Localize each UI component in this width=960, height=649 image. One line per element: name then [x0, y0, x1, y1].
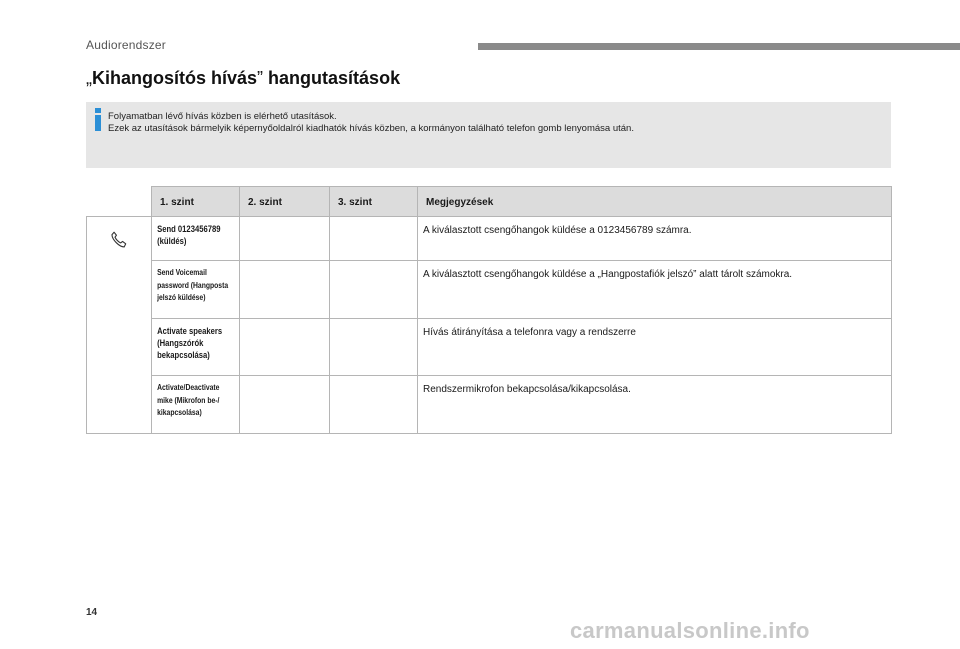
table-row	[87, 261, 892, 319]
level2-cell	[240, 261, 330, 319]
page-title	[86, 68, 400, 89]
level3-cell	[330, 319, 418, 376]
title-rest: hangutasítások	[263, 68, 401, 88]
voice-command-table	[86, 186, 892, 434]
title-open-quote: „	[86, 68, 92, 88]
phone-icon-cell	[87, 217, 152, 434]
phone-icon	[108, 229, 130, 256]
level2-cell	[240, 217, 330, 261]
level3-cell	[330, 217, 418, 261]
level1-line: Send 0123456789	[157, 224, 221, 234]
level1-line: bekapcsolása)	[157, 350, 210, 360]
note-cell	[418, 319, 892, 376]
table-header-row	[87, 187, 892, 217]
info-text	[108, 111, 634, 135]
level1-line: (küldés)	[157, 236, 187, 246]
level2-cell	[240, 319, 330, 376]
level1-line: Activate/Deactivate	[157, 383, 220, 392]
level1-cell	[152, 376, 240, 434]
level2-cell	[240, 376, 330, 434]
info-line-2: Ezek az utasítások bármelyik képernyőoldalról kiadhatók hívás közben, a kormányon található telefon gomb lenyomása után.	[108, 123, 634, 134]
level1-line: (Hangszórók	[157, 338, 204, 348]
header-level-1: 1. szint	[152, 187, 240, 217]
section-header: Audiorendszer	[86, 38, 166, 52]
level1-line: mike (Mikrofon be-/	[157, 395, 220, 405]
info-icon	[93, 108, 103, 130]
level1-line: Send Voicemail	[157, 268, 207, 277]
note-text: A kiválasztott csengőhangok küldése a „Hangpostafiók jelszó” alatt tárolt számokra.	[423, 269, 793, 280]
level3-cell	[330, 261, 418, 319]
note-text: Hívás átirányítása a telefonra vagy a rendszerre	[423, 327, 636, 338]
info-box	[86, 102, 891, 168]
watermark: carmanualsonline.info	[570, 618, 810, 643]
table-row	[87, 319, 892, 376]
level3-cell	[330, 376, 418, 434]
header-level-2: 2. szint	[240, 187, 330, 217]
table-row	[87, 217, 892, 261]
level1-line: password (Hangposta	[157, 280, 229, 290]
level1-line: jelszó küldése)	[157, 293, 206, 302]
note-cell	[418, 376, 892, 434]
header-blank	[87, 187, 152, 217]
note-cell	[418, 217, 892, 261]
level1-line: kikapcsolása)	[157, 408, 202, 417]
level1-cell	[152, 261, 240, 319]
level1-line: Activate speakers	[157, 326, 223, 336]
note-text: Rendszermikrofon bekapcsolása/kikapcsolása.	[423, 384, 631, 395]
header-notes: Megjegyzések	[418, 187, 892, 217]
table-row	[87, 376, 892, 434]
info-line-1: Folyamatban lévő hívás közben is elérhető utasítások.	[108, 111, 337, 122]
level1-cell	[152, 217, 240, 261]
level1-cell	[152, 319, 240, 376]
page-number: 14	[86, 607, 98, 618]
title-main: Kihangosítós hívás	[92, 68, 258, 88]
title-close-quote: ”	[257, 68, 264, 88]
header-level-3: 3. szint	[330, 187, 418, 217]
note-cell	[418, 261, 892, 319]
note-text: A kiválasztott csengőhangok küldése a 0123456789 számra.	[423, 225, 692, 236]
header-bar	[478, 43, 960, 50]
